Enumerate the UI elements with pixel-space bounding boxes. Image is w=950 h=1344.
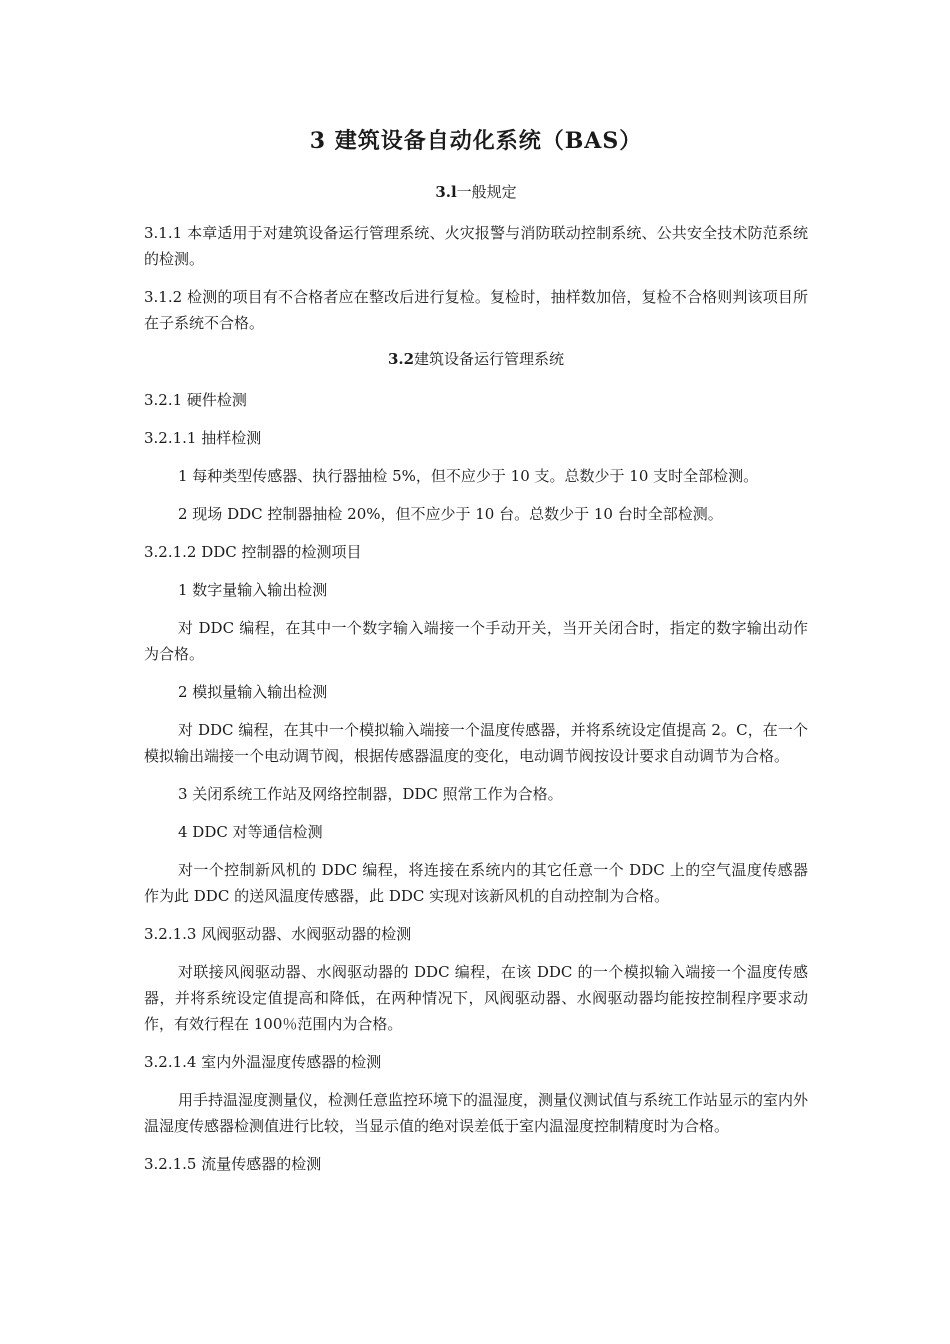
document-page bbox=[144, 110, 808, 1189]
list-item: 1 每种类型传感器、执行器抽检 5%，但不应少于 10 支。总数少于 10 支时全部检测。 bbox=[178, 467, 759, 485]
heading-3-2-1-4: 3.2.1.4 室内外温湿度传感器的检测 bbox=[144, 1053, 382, 1071]
section-title-3-1 bbox=[144, 181, 808, 202]
list-item: 4 DDC 对等通信检测 bbox=[178, 823, 323, 841]
body-paragraph: 用手持温湿度测量仪，检测任意监控环境下的温湿度，测量仪测试值与系统工作站显示的室内外温湿度传感器检测值进行比较，当显示值的绝对误差低于室内温湿度控制精度时为合格。 bbox=[144, 1091, 809, 1135]
heading-3-2-1-1: 3.2.1.1 抽样检测 bbox=[144, 429, 262, 447]
section-number: 3.2 bbox=[387, 350, 415, 368]
section-heading-text: 一般规定 bbox=[456, 183, 517, 201]
section-number: 3.l bbox=[435, 183, 457, 201]
heading-3-2-1-2: 3.2.1.2 DDC 控制器的检测项目 bbox=[144, 543, 362, 561]
list-item: 1 数字量输入输出检测 bbox=[178, 581, 328, 599]
body-paragraph: 对一个控制新风机的 DDC 编程，将连接在系统内的其它任意一个 DDC 上的空气温度传感器作为此 DDC 的送风温度传感器，此 DDC 实现对该新风机的自动控制为合格。 bbox=[144, 861, 808, 905]
heading-3-2-1-5: 3.2.1.5 流量传感器的检测 bbox=[144, 1155, 322, 1173]
paragraph-3-1-1: 3.1.1 本章适用于对建筑设备运行管理系统、火灾报警与消防联动控制系统、公共安全技术防范系统的检测。 bbox=[144, 224, 808, 268]
body-paragraph: 对 DDC 编程，在其中一个数字输入端接一个手动开关，当开关闭合时，指定的数字输出动作为合格。 bbox=[144, 619, 808, 663]
list-item: 3 关闭系统工作站及网络控制器，DDC 照常工作为合格。 bbox=[178, 785, 563, 803]
list-item: 2 模拟量输入输出检测 bbox=[178, 683, 328, 701]
chapter-title: 3 建筑设备自动化系统（BAS） bbox=[309, 128, 643, 154]
heading-3-2-1: 3.2.1 硬件检测 bbox=[144, 391, 247, 409]
body-paragraph: 对 DDC 编程，在其中一个模拟输入端接一个温度传感器，并将系统设定值提高 2。C，在一个模拟输出端接一个电动调节阀，根据传感器温度的变化，电动调节阀按设计要求自动调节为合格。 bbox=[144, 721, 808, 765]
list-item: 2 现场 DDC 控制器抽检 20%，但不应少于 10 台。总数少于 10 台时全部检测。 bbox=[178, 505, 723, 523]
paragraph-3-1-2: 3.1.2 检测的项目有不合格者应在整改后进行复检。复检时，抽样数加倍，复检不合格则判该项目所在子系统不合格。 bbox=[144, 288, 808, 332]
body-paragraph: 对联接风阀驱动器、水阀驱动器的 DDC 编程，在该 DDC 的一个模拟输入端接一个温度传感器，并将系统设定值提高和降低，在两种情况下，风阀驱动器、水阀驱动器均能按控制程序要求动作，有效行程在 100％范围内为合格。 bbox=[144, 963, 808, 1033]
heading-3-2-1-3: 3.2.1.3 风阀驱动器、水阀驱动器的检测 bbox=[144, 925, 412, 943]
section-title-3-2 bbox=[144, 348, 808, 369]
section-heading-text: 建筑设备运行管理系统 bbox=[414, 350, 565, 368]
